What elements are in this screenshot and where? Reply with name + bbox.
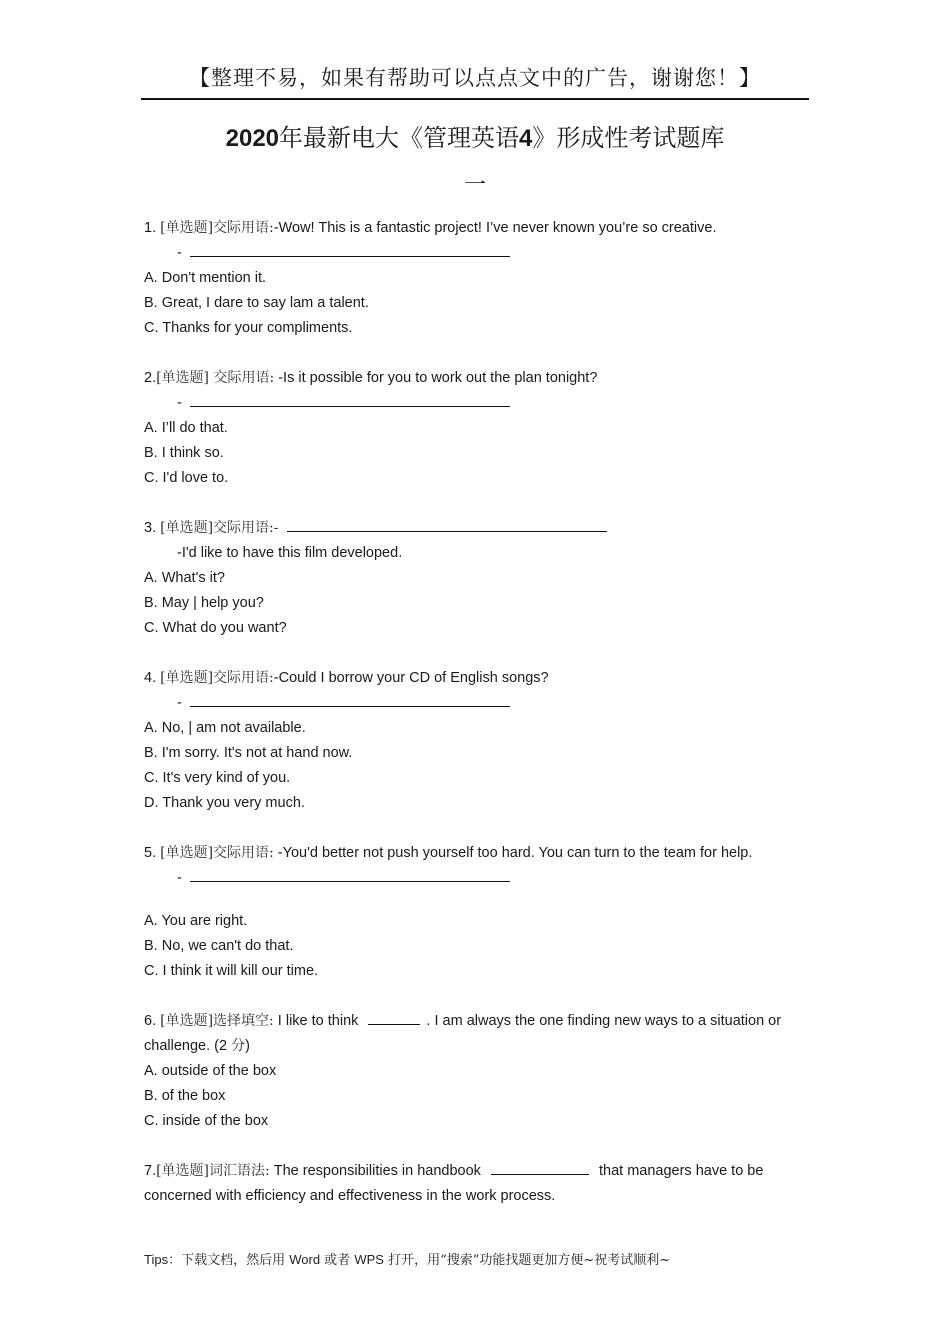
option-c: C. I'd love to. [144,470,229,486]
question-4 [144,666,812,816]
question-number: 2. [144,370,157,386]
option-a: A. Don't mention it. [144,270,267,286]
option-a: A. No, | am not available. [144,720,306,736]
question-prompt: -Is it possible for you to work out the plan tonight? [274,370,598,386]
question-number: 1. [144,220,157,236]
question-6 [144,1009,812,1134]
question-prompt: -You'd better not push yourself too hard. You can turn to the team for help. [273,845,753,861]
answer-blank [491,1160,589,1175]
question-prompt-b: that managers have to be concerned with efficiency and effectiveness in the work process. [144,1163,764,1204]
question-type: [单选题]选择填空: [160,1013,274,1029]
header-notice: 【整理不易，如果有帮助可以点点文中的广告，谢谢您！】 [189,66,761,90]
title-part1: 年最新电大《管理英语 [279,124,520,152]
question-prompt: -Could I borrow your CD of English songs? [273,670,549,686]
question-prompt-c: ) [245,1038,250,1054]
question-type: [单选题]交际用语: [160,220,274,236]
question-type: [单选题]词汇语法: [156,1163,270,1179]
option-b: B. I'm sorry. It's not at hand now. [144,745,353,761]
option-a: A. You are right. [144,913,248,929]
question-7 [144,1159,812,1209]
footer-word: Word [289,1252,321,1267]
option-b: B. No, we can't do that. [144,938,294,954]
option-a: A. What's it? [144,570,225,586]
option-c: C. What do you want? [144,620,287,636]
question-list [144,216,812,1234]
question-number: 5. [144,845,157,861]
question-number: 3. [144,520,157,536]
option-b: B. May | help you? [144,595,264,611]
option-c: C. It's very kind of you. [144,770,291,786]
reply-dash: - [177,395,182,411]
question-prompt: -Wow! This is a fantastic project! I’ve never known you’re so creative. [273,220,717,236]
title-part2: 》形成性考试题库 [532,124,725,152]
question-prompt-b: . I am always the one finding new ways to a situation or challenge. (2 [144,1013,782,1054]
footer-label: Tips： [144,1252,182,1267]
footer-tips [144,1249,670,1268]
question-3 [144,516,812,641]
question-prompt-a: The responsibilities in handbook [269,1163,485,1179]
footer-text-b: 或者 [320,1253,355,1268]
question-5 [144,841,812,984]
footer-text-a: 下载文档，然后用 [181,1253,290,1268]
question-type: [单选题] 交际用语: [156,370,275,386]
answer-blank [368,1010,420,1025]
option-c: C. I think it will kill our time. [144,963,319,979]
question-2 [144,366,812,491]
question-reply: -I'd like to have this film developed. [177,545,403,561]
question-prompt-a: I like to think [273,1013,363,1029]
question-type: [单选题]交际用语: [160,670,274,686]
footer-wps: WPS [354,1252,384,1267]
option-c: C. Thanks for your compliments. [144,320,353,336]
question-number: 4. [144,670,157,686]
option-d: D. Thank you very much. [144,795,305,811]
title-num: 4 [519,125,533,152]
question-type: [单选题]交际用语:- [160,520,279,536]
option-a: A. outside of the box [144,1063,277,1079]
option-a: A. I’ll do that. [144,420,228,436]
answer-blank [190,242,510,257]
option-b: B. I think so. [144,445,224,461]
option-b: B. of the box [144,1088,226,1104]
reply-dash: - [177,870,182,886]
option-c: C. inside of the box [144,1113,269,1129]
reply-dash: - [177,695,182,711]
question-type: [单选题]交际用语: [160,845,274,861]
footer-text-c: 打开，用“搜索”功能找题更加方便~祝考试顺利~ [383,1253,671,1268]
option-b: B. Great, I dare to say lam a talent. [144,295,369,311]
header-divider [141,98,809,100]
reply-dash: - [177,245,182,261]
title-year: 2020 [225,125,280,152]
score-unit: 分 [231,1038,246,1054]
question-number: 6. [144,1013,157,1029]
question-1 [144,216,812,341]
answer-blank [190,867,510,882]
question-number: 7. [144,1163,157,1179]
answer-blank [190,692,510,707]
answer-blank [287,517,607,532]
document-title [0,118,950,153]
spacer [144,891,812,909]
section-number: 一 [463,172,486,197]
answer-blank [190,392,510,407]
